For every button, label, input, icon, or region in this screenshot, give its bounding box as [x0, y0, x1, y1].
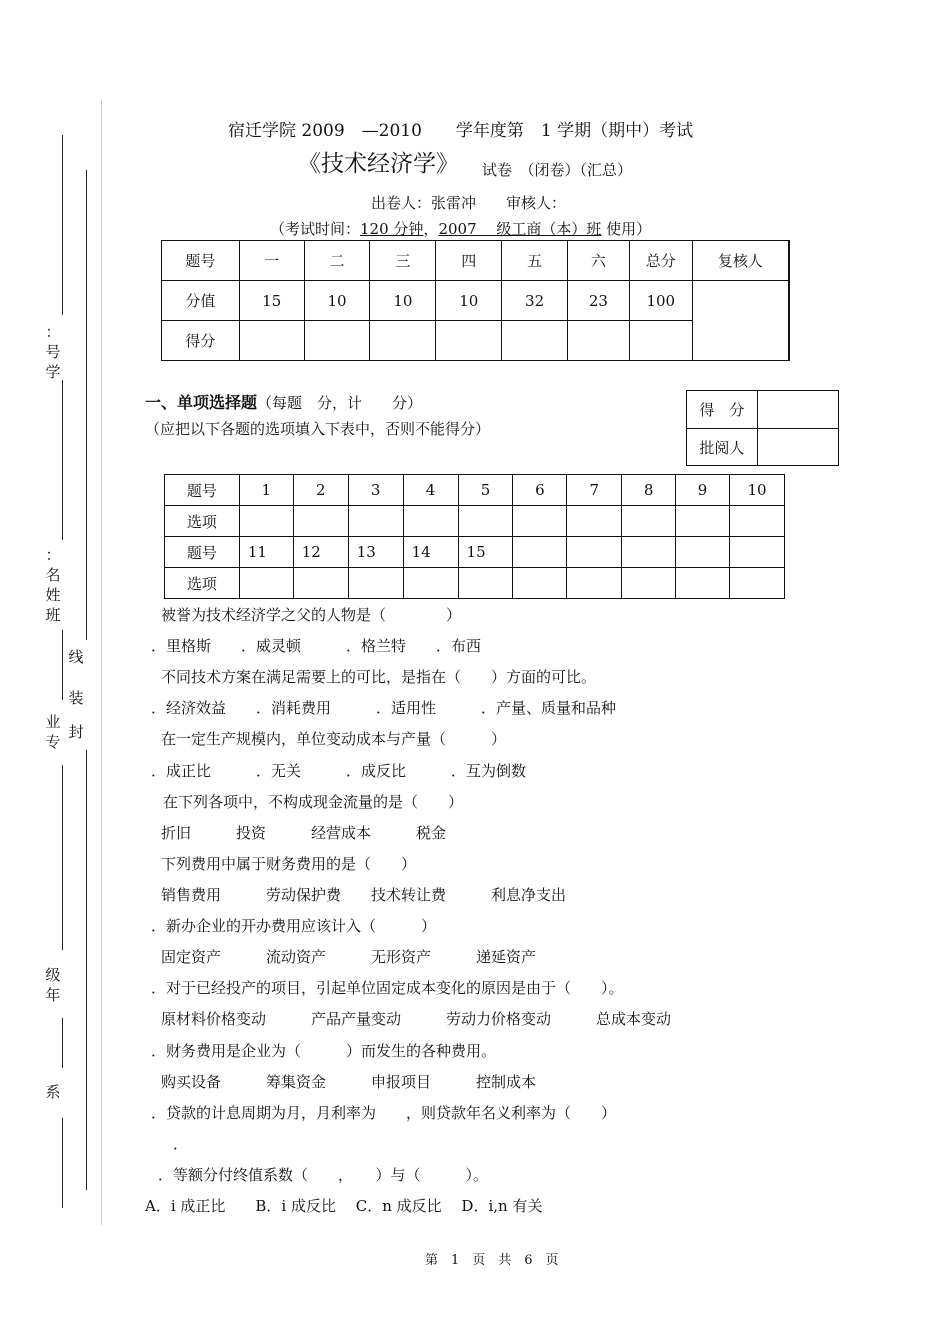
- binding-line: [62, 1118, 63, 1208]
- binding-line: [62, 1018, 63, 1068]
- class-value: 2007 级工商（本）班: [438, 220, 602, 238]
- answer-cell[interactable]: [239, 568, 293, 599]
- header-cell: 三: [370, 241, 436, 281]
- question-options: ．里格斯 ．威灵顿 ．格兰特 ．布西: [151, 637, 482, 655]
- section-instruction: （应把以下各题的选项填入下表中，否则不能得分）: [145, 420, 491, 438]
- grader-score-cell[interactable]: [757, 391, 838, 429]
- score-cell[interactable]: [502, 321, 568, 361]
- header-cell: 复核人: [692, 241, 789, 281]
- section-note: （每题 分，计 分）: [257, 394, 423, 412]
- question-stem: 在下列各项中，不构成现金流量的是（ ）: [163, 793, 464, 811]
- value-cell: 10: [370, 281, 436, 321]
- question-options: 购买设备 筹集资金 申报项目 控制成本: [161, 1073, 537, 1091]
- class-label: 班: [45, 606, 61, 624]
- header-cell: 五: [502, 241, 568, 281]
- header-cell: 四: [436, 241, 502, 281]
- binding-line: [62, 380, 63, 540]
- question-options: 原材料价格变动 产品产量变动 劳动力价格变动 总成本变动: [161, 1010, 672, 1028]
- question-number: [567, 537, 622, 568]
- answer-cell[interactable]: [567, 506, 622, 537]
- page-footer: 第 1 页 共 6 页: [425, 1253, 559, 1268]
- exam-title: 宿迁学院 2009 —2010 学年度第 1 学期（期中）考试: [228, 121, 694, 141]
- question-number: 8: [622, 475, 676, 506]
- answer-choice-row: [165, 506, 785, 537]
- answer-cell[interactable]: [403, 506, 458, 537]
- department-label: 系: [45, 1083, 61, 1101]
- question-number: 9: [676, 475, 730, 506]
- answer-cell[interactable]: [676, 506, 730, 537]
- question-number: 2: [293, 475, 348, 506]
- answer-cell[interactable]: [622, 506, 676, 537]
- question-stem: ．财务费用是企业为（ ）而发生的各种费用。: [151, 1042, 497, 1060]
- student-id-label: ：号学: [45, 323, 61, 381]
- time-prefix: （考试时间：: [270, 220, 361, 238]
- binding-line: [62, 135, 63, 315]
- section-title-line: [145, 390, 422, 413]
- grade-label: 级年: [45, 966, 61, 1004]
- question-number: 11: [239, 537, 293, 568]
- answer-cell[interactable]: [513, 506, 567, 537]
- exam-time-line: [270, 218, 651, 239]
- value-cell: 23: [568, 281, 630, 321]
- question-options: 折旧 投资 经营成本 税金: [161, 824, 447, 842]
- time-value: 120 分钟: [360, 220, 424, 238]
- header-cell: 六: [568, 241, 630, 281]
- answer-cell[interactable]: [458, 506, 513, 537]
- answer-cell[interactable]: [730, 568, 785, 599]
- answer-number-row-2: [165, 537, 785, 568]
- time-suffix: 使用）: [601, 220, 652, 238]
- question-number: 14: [403, 537, 458, 568]
- seal-zhuang: 装: [68, 689, 84, 707]
- margin-border: [101, 100, 102, 1225]
- question-stem: ．对于已经投产的项目，引起单位固定成本变化的原因是由于（ ）。: [151, 979, 624, 997]
- value-cell: 15: [239, 281, 304, 321]
- seal-line: [86, 750, 87, 1190]
- question-stem: 被誉为技术经济学之父的人物是（ ）: [161, 606, 462, 624]
- question-stem: ．新办企业的开办费用应该计入（ ）: [151, 917, 437, 935]
- score-cell[interactable]: [568, 321, 630, 361]
- question-number: [676, 537, 730, 568]
- answer-cell[interactable]: [403, 568, 458, 599]
- name-label: ：名姓: [45, 546, 61, 604]
- question-options: ．: [173, 1135, 189, 1153]
- header-cell: 二: [304, 241, 370, 281]
- question-stem: 下列费用中属于财务费用的是（ ）: [161, 855, 417, 873]
- question-number: 7: [567, 475, 622, 506]
- answer-cell[interactable]: [293, 568, 348, 599]
- score-cell[interactable]: [629, 321, 692, 361]
- score-cell[interactable]: [436, 321, 502, 361]
- answer-cell[interactable]: [348, 568, 403, 599]
- answer-cell[interactable]: [513, 568, 567, 599]
- answer-cell[interactable]: [567, 568, 622, 599]
- answer-number-row: [165, 475, 785, 506]
- course-title: 《技术经济学》: [298, 151, 459, 177]
- header-cell: 题号: [162, 241, 240, 281]
- answer-choice-row-2: [165, 568, 785, 599]
- question-number: 6: [513, 475, 567, 506]
- question-options: A．i 成正比 B．i 成反比 C．n 成反比 D．i,n 有关: [145, 1197, 543, 1215]
- section-title: 一、单项选择题: [145, 393, 258, 412]
- value-cell: 100: [629, 281, 692, 321]
- binding-line: [62, 630, 63, 700]
- question-number: 13: [348, 537, 403, 568]
- header-cell: 总分: [629, 241, 692, 281]
- score-header-row: [162, 241, 790, 281]
- question-stem: 不同技术方案在满足需要上的可比，是指在（ ）方面的可比。: [161, 668, 597, 686]
- header-cell: 一: [239, 241, 304, 281]
- answer-cell[interactable]: [293, 506, 348, 537]
- answer-table: [164, 474, 785, 599]
- score-cell[interactable]: [304, 321, 370, 361]
- question-number: 10: [730, 475, 785, 506]
- binding-line: [62, 765, 63, 950]
- score-cell[interactable]: [370, 321, 436, 361]
- answer-cell[interactable]: [348, 506, 403, 537]
- grader-reviewer-label: 批阅人: [687, 429, 758, 466]
- question-options: ．经济效益 ．消耗费用 ．适用性 ．产量、质量和品种: [151, 699, 617, 717]
- row-label: 题号: [165, 475, 240, 506]
- question-number: 5: [458, 475, 513, 506]
- question-options: 固定资产 流动资产 无形资产 递延资产: [161, 948, 537, 966]
- score-value-row: [162, 281, 790, 321]
- author-line: 出卷人：张雷冲 审核人：: [371, 194, 567, 212]
- grader-box: [686, 390, 839, 466]
- row-label: 题号: [165, 537, 240, 568]
- question-number: [622, 537, 676, 568]
- question-number: 12: [293, 537, 348, 568]
- score-table: [161, 240, 790, 361]
- question-number: [730, 537, 785, 568]
- row-label: 选项: [165, 506, 240, 537]
- grader-score-label: 得 分: [687, 391, 758, 429]
- question-options: 销售费用 劳动保护费 技术转让费 利息净支出: [161, 886, 567, 904]
- row-label: 分值: [162, 281, 240, 321]
- score-cell[interactable]: [239, 321, 304, 361]
- value-cell: 32: [502, 281, 568, 321]
- major-label: 业专: [45, 713, 61, 751]
- answer-cell[interactable]: [622, 568, 676, 599]
- value-cell: 10: [436, 281, 502, 321]
- time-sep: ，: [423, 220, 439, 238]
- value-cell: 10: [304, 281, 370, 321]
- question-stem: 在一定生产规模内，单位变动成本与产量（ ）: [161, 730, 507, 748]
- reviewer-cell[interactable]: [692, 281, 789, 361]
- answer-cell[interactable]: [676, 568, 730, 599]
- seal-xian: 线: [68, 648, 84, 666]
- answer-cell[interactable]: [458, 568, 513, 599]
- grader-reviewer-cell[interactable]: [757, 429, 838, 466]
- question-number: [513, 537, 567, 568]
- question-stem: ．贷款的计息周期为月，月利率为 ，则贷款年名义利率为（ ）: [151, 1104, 617, 1122]
- seal-feng: 封: [68, 723, 84, 741]
- answer-cell[interactable]: [239, 506, 293, 537]
- row-label: 选项: [165, 568, 240, 599]
- paper-type: 试卷 （闭卷）（汇总）: [482, 161, 633, 179]
- question-options: ．成正比 ．无关 ．成反比 ．互为倒数: [151, 762, 527, 780]
- question-stem: ．等额分付终值系数（ ， ）与（ ）。: [158, 1166, 489, 1184]
- seal-line: [86, 170, 87, 640]
- answer-cell[interactable]: [730, 506, 785, 537]
- question-number: 4: [403, 475, 458, 506]
- question-number: 3: [348, 475, 403, 506]
- question-number: 1: [239, 475, 293, 506]
- question-number: 15: [458, 537, 513, 568]
- row-label: 得分: [162, 321, 240, 361]
